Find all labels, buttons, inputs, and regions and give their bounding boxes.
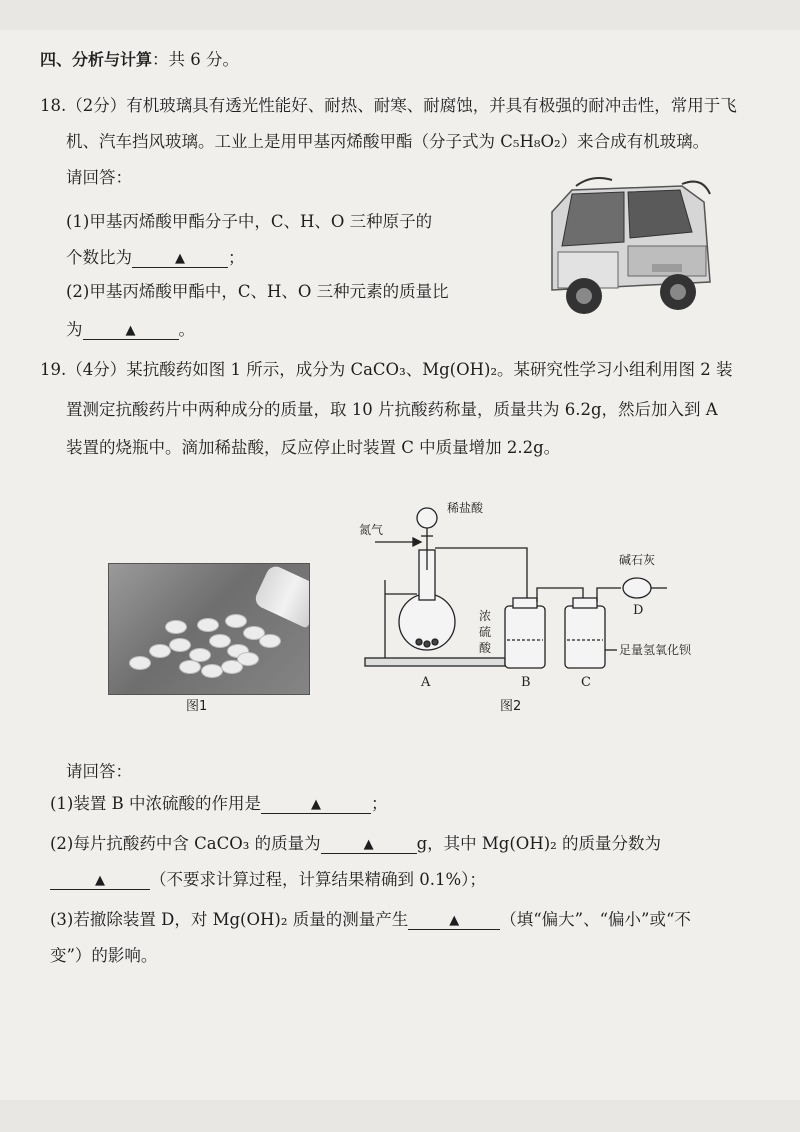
q19-line-1: 19.（4分）某抗酸药如图 1 所示，成分为 CaCO₃、Mg(OH)₂。某研究性学习小组利用图 2 装	[40, 360, 733, 379]
label-conc-3: 酸	[479, 641, 492, 655]
label-n2: 氮气	[359, 523, 384, 537]
dropping-funnel	[417, 508, 437, 528]
figure-2-apparatus	[355, 490, 735, 700]
bus-picture	[532, 172, 720, 332]
bottle-b	[505, 606, 545, 668]
pill-bottle	[253, 563, 310, 628]
pill	[237, 652, 259, 666]
arrow-right-icon	[413, 538, 421, 546]
label-b: B	[521, 675, 531, 690]
label-conc-1: 浓	[479, 609, 492, 623]
q19-answer-blank-2[interactable]: ▲	[321, 833, 417, 854]
q19-line-2: 置测定抗酸药片中两种成分的质量，取 10 片抗酸药称量，质量共为 6.2g，然后加入到 A	[66, 400, 718, 419]
q18-answer-blank-1[interactable]: ▲	[132, 247, 228, 268]
q18-answer-blank-2[interactable]: ▲	[83, 319, 179, 340]
pill	[129, 656, 151, 670]
q19-part3-line1: (3)若撤除装置 D，对 Mg(OH)₂ 质量的测量产生 ▲ （填“偏大”、“偏小”或“不	[50, 910, 691, 929]
pill	[197, 618, 219, 632]
q19-answer-intro: 请回答：	[66, 762, 132, 781]
pill	[225, 614, 247, 628]
label-baoh: 足量氢氧化钡	[619, 643, 692, 657]
label-c: C	[581, 675, 591, 690]
pill	[149, 644, 171, 658]
pill	[165, 620, 187, 634]
pill	[209, 634, 231, 648]
pill	[201, 664, 223, 678]
q18-line-2: 机、汽车挡风玻璃。工业上是用甲基丙烯酸甲酯（分子式为 C₅H₈O₂）来合成有机玻璃。	[66, 132, 710, 151]
q18-part2-line2: 为 ▲ 。	[66, 320, 195, 339]
figure-2-label: 图2	[500, 699, 522, 714]
pill	[169, 638, 191, 652]
pill	[259, 634, 281, 648]
q19-part1: (1)装置 B 中浓硫酸的作用是 ▲ ；	[50, 794, 388, 813]
label-hcl: 稀盐酸	[447, 501, 484, 515]
q19-answer-blank-1[interactable]: ▲	[261, 793, 371, 814]
q18-part1-line1: (1)甲基丙烯酸甲酯分子中，C、H、O 三种原子的	[66, 212, 433, 231]
section-header: 四、分析与计算：共 6 分。	[40, 50, 240, 69]
q18-line-3: 请回答：	[66, 168, 132, 187]
q18-part2-line1: (2)甲基丙烯酸甲酯中，C、H、O 三种元素的质量比	[66, 282, 449, 301]
q18-line-1: 18.（2分）有机玻璃具有透光性能好、耐热、耐寒、耐腐蚀，并具有极强的耐冲击性，常用于飞	[40, 96, 737, 115]
q19-line-3: 装置的烧瓶中。滴加稀盐酸，反应停止时装置 C 中质量增加 2.2g。	[66, 438, 561, 457]
bottle-c	[565, 606, 605, 668]
label-conc-2: 硫	[479, 625, 492, 639]
stand-base	[365, 658, 505, 666]
figure-1-pills-photo	[108, 563, 310, 695]
label-a: A	[421, 675, 431, 690]
bus-illustration	[532, 172, 720, 332]
label-soda-lime: 碱石灰	[619, 553, 656, 567]
q18-part1-line2: 个数比为 ▲ ；	[66, 248, 245, 267]
q19-part2-line2: ▲ （不要求计算过程，计算结果精确到 0.1%）；	[50, 866, 486, 890]
drying-tube-d	[623, 578, 651, 598]
q19-part2-line1: (2)每片抗酸药中含 CaCO₃ 的质量为 ▲ g，其中 Mg(OH)₂ 的质量分数为	[50, 834, 662, 853]
q19-answer-blank-3[interactable]: ▲	[50, 869, 150, 890]
q19-answer-blank-4[interactable]: ▲	[408, 909, 500, 930]
label-d: D	[633, 603, 644, 618]
pill	[179, 660, 201, 674]
tube-c-to-d	[597, 588, 621, 602]
q19-part3-line2: 变”）的影响。	[50, 946, 158, 965]
figure-1-label: 图1	[186, 699, 208, 714]
